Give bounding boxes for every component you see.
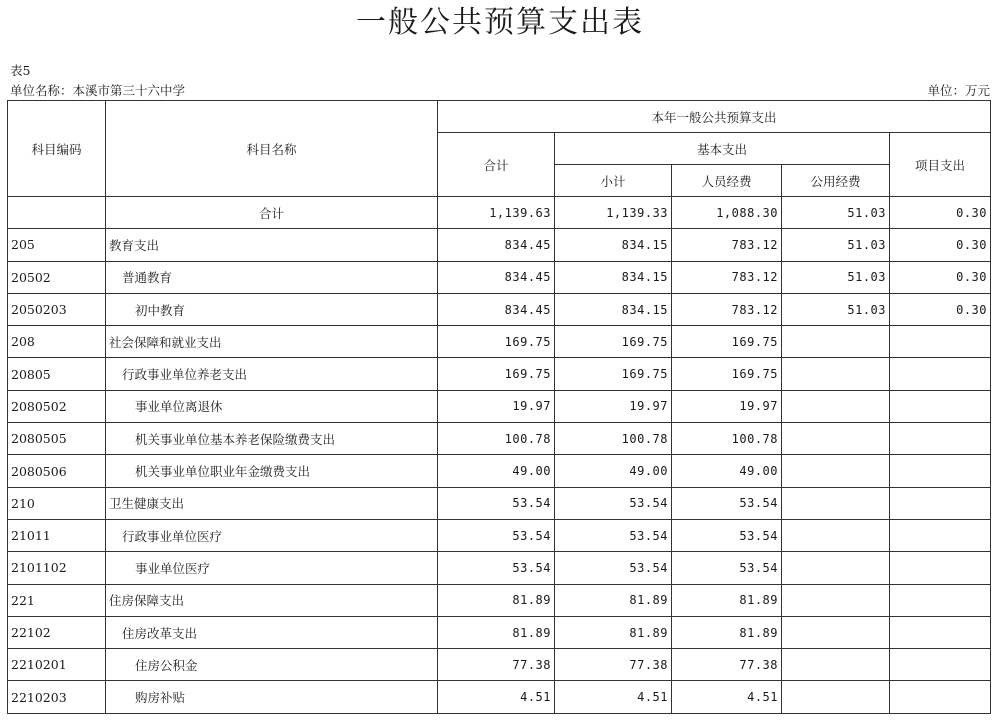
header-personnel: 人员经费: [672, 165, 782, 197]
row-total: 81.89: [438, 616, 555, 648]
row-personnel: 100.78: [672, 423, 782, 455]
row-total: 1,139.63: [438, 197, 555, 229]
budget-expenditure-table: [7, 100, 991, 714]
row-code: 2080506: [8, 455, 106, 487]
row-subtotal: 4.51: [555, 681, 672, 713]
row-public: [782, 681, 890, 713]
row-total: 53.54: [438, 519, 555, 551]
row-personnel: 169.75: [672, 326, 782, 358]
row-code: 2080505: [8, 423, 106, 455]
row-name: 社会保障和就业支出: [106, 326, 438, 358]
row-name: 购房补贴: [106, 681, 438, 713]
row-project: 0.30: [890, 293, 991, 325]
table-row: [8, 358, 991, 390]
table-row: [8, 487, 991, 519]
header-project: 项目支出: [890, 133, 991, 197]
row-project: [890, 519, 991, 551]
row-name: 合计: [106, 197, 438, 229]
row-subtotal: 169.75: [555, 358, 672, 390]
row-personnel: 1,088.30: [672, 197, 782, 229]
row-personnel: 81.89: [672, 584, 782, 616]
table-row: [8, 390, 991, 422]
header-total: 合计: [438, 133, 555, 197]
row-code: 2210201: [8, 649, 106, 681]
row-public: [782, 649, 890, 681]
row-code: 2080502: [8, 390, 106, 422]
header-current-year: 本年一般公共预算支出: [438, 101, 991, 133]
row-total: 169.75: [438, 326, 555, 358]
row-public: 51.03: [782, 229, 890, 261]
row-public: 51.03: [782, 197, 890, 229]
row-name: 住房公积金: [106, 649, 438, 681]
row-name: 住房改革支出: [106, 616, 438, 648]
row-total: 77.38: [438, 649, 555, 681]
header-name: 科目名称: [106, 101, 438, 197]
table-row: [8, 229, 991, 261]
row-project: [890, 616, 991, 648]
row-total: 834.45: [438, 261, 555, 293]
row-code: 221: [8, 584, 106, 616]
row-project: 0.30: [890, 229, 991, 261]
row-project: [890, 649, 991, 681]
table-row: [8, 584, 991, 616]
row-personnel: 19.97: [672, 390, 782, 422]
table-row: [8, 423, 991, 455]
row-name: 机关事业单位基本养老保险缴费支出: [106, 423, 438, 455]
row-personnel: 783.12: [672, 293, 782, 325]
row-public: [782, 616, 890, 648]
table-row: [8, 326, 991, 358]
row-personnel: 783.12: [672, 229, 782, 261]
table-row: [8, 649, 991, 681]
row-code: 205: [8, 229, 106, 261]
row-personnel: 49.00: [672, 455, 782, 487]
row-subtotal: 81.89: [555, 584, 672, 616]
table-row: [8, 455, 991, 487]
row-public: [782, 326, 890, 358]
row-total: 834.45: [438, 293, 555, 325]
row-public: 51.03: [782, 293, 890, 325]
row-subtotal: 834.15: [555, 293, 672, 325]
table-row: [8, 616, 991, 648]
row-total: 49.00: [438, 455, 555, 487]
row-code: [8, 197, 106, 229]
row-code: 210: [8, 487, 106, 519]
row-project: [890, 487, 991, 519]
row-personnel: 4.51: [672, 681, 782, 713]
row-personnel: 81.89: [672, 616, 782, 648]
row-subtotal: 53.54: [555, 552, 672, 584]
row-personnel: 783.12: [672, 261, 782, 293]
row-public: [782, 390, 890, 422]
header-public: 公用经费: [782, 165, 890, 197]
currency-unit-label: 单位：万元: [927, 83, 990, 98]
header-code: 科目编码: [8, 101, 106, 197]
row-subtotal: 49.00: [555, 455, 672, 487]
row-personnel: 53.54: [672, 552, 782, 584]
row-public: [782, 487, 890, 519]
row-code: 20502: [8, 261, 106, 293]
table-row: [8, 197, 991, 229]
row-name: 行政事业单位养老支出: [106, 358, 438, 390]
row-public: [782, 455, 890, 487]
row-personnel: 53.54: [672, 487, 782, 519]
row-name: 事业单位离退休: [106, 390, 438, 422]
table-row: [8, 293, 991, 325]
row-name: 普通教育: [106, 261, 438, 293]
row-subtotal: 53.54: [555, 487, 672, 519]
row-public: [782, 423, 890, 455]
row-subtotal: 834.15: [555, 261, 672, 293]
row-project: 0.30: [890, 261, 991, 293]
page-title: 一般公共预算支出表: [356, 5, 644, 40]
row-total: 4.51: [438, 681, 555, 713]
row-total: 53.54: [438, 487, 555, 519]
row-subtotal: 77.38: [555, 649, 672, 681]
row-project: 0.30: [890, 197, 991, 229]
row-public: [782, 584, 890, 616]
row-total: 169.75: [438, 358, 555, 390]
row-subtotal: 81.89: [555, 616, 672, 648]
row-code: 2050203: [8, 293, 106, 325]
table-row: [8, 681, 991, 713]
row-total: 81.89: [438, 584, 555, 616]
row-project: [890, 358, 991, 390]
row-subtotal: 100.78: [555, 423, 672, 455]
row-personnel: 77.38: [672, 649, 782, 681]
row-name: 教育支出: [106, 229, 438, 261]
row-code: 208: [8, 326, 106, 358]
row-total: 19.97: [438, 390, 555, 422]
row-public: [782, 519, 890, 551]
row-name: 行政事业单位医疗: [106, 519, 438, 551]
row-name: 初中教育: [106, 293, 438, 325]
row-public: [782, 552, 890, 584]
row-name: 机关事业单位职业年金缴费支出: [106, 455, 438, 487]
row-total: 100.78: [438, 423, 555, 455]
row-project: [890, 455, 991, 487]
row-public: 51.03: [782, 261, 890, 293]
row-subtotal: 19.97: [555, 390, 672, 422]
row-code: 2210203: [8, 681, 106, 713]
row-subtotal: 53.54: [555, 519, 672, 551]
header-subtotal: 小计: [555, 165, 672, 197]
row-subtotal: 1,139.33: [555, 197, 672, 229]
row-name: 住房保障支出: [106, 584, 438, 616]
table-row: [8, 519, 991, 551]
row-total: 53.54: [438, 552, 555, 584]
row-code: 21011: [8, 519, 106, 551]
row-code: 22102: [8, 616, 106, 648]
row-project: [890, 681, 991, 713]
row-project: [890, 390, 991, 422]
row-total: 834.45: [438, 229, 555, 261]
table-row: [8, 552, 991, 584]
row-personnel: 169.75: [672, 358, 782, 390]
row-project: [890, 552, 991, 584]
row-code: 20805: [8, 358, 106, 390]
row-project: [890, 326, 991, 358]
row-name: 事业单位医疗: [106, 552, 438, 584]
row-project: [890, 584, 991, 616]
row-personnel: 53.54: [672, 519, 782, 551]
row-subtotal: 169.75: [555, 326, 672, 358]
header-basic: 基本支出: [555, 133, 890, 165]
row-project: [890, 423, 991, 455]
row-code: 2101102: [8, 552, 106, 584]
table-row: [8, 261, 991, 293]
row-name: 卫生健康支出: [106, 487, 438, 519]
table-number: 表5: [10, 63, 31, 78]
row-public: [782, 358, 890, 390]
unit-name-label: 单位名称：本溪市第三十六中学: [10, 83, 186, 98]
row-subtotal: 834.15: [555, 229, 672, 261]
